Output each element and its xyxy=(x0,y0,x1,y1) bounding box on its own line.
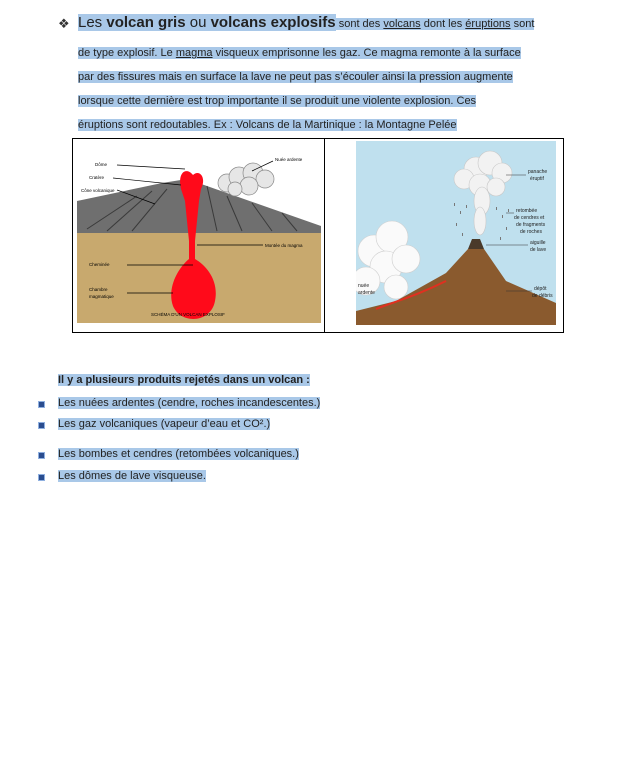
label-panache-2: éruptif xyxy=(530,176,544,182)
label-retombee-2: de cendres et xyxy=(514,215,545,221)
label-retombee-1: retombée xyxy=(516,208,538,214)
label-aiguille-2: de lave xyxy=(530,247,547,253)
label-panache-1: panache xyxy=(528,169,548,175)
label-chambre-1: Chambre xyxy=(89,287,108,292)
list-item: Les gaz volcaniques (vapeur d’eau et CO².) xyxy=(58,418,271,430)
diagram-caption: SCHÉMA D'UN VOLCAN EXPLOSIF xyxy=(151,312,225,317)
label-depot-1: dépôt xyxy=(534,286,547,292)
label-depot-2: de débris xyxy=(532,293,553,299)
link-magma[interactable]: magma xyxy=(175,47,213,59)
volcano-eruption-illustration xyxy=(356,141,556,325)
label-montee: Montée du magma xyxy=(265,243,303,248)
label-dome: Dôme xyxy=(95,162,108,167)
list-item: Les nuées ardentes (cendre, roches incandescentes.) xyxy=(58,397,321,409)
label-nuee-1: nuée xyxy=(358,283,370,289)
label-cone: Cône volcanique xyxy=(81,188,115,193)
heading-text: Les volcan gris ou volcans explosifs xyxy=(78,14,336,31)
list-item: Les bombes et cendres (retombées volcaniques.) xyxy=(58,448,299,460)
label-cheminee: Cheminée xyxy=(89,262,110,267)
paragraph-line-2: par des fissures mais en surface la lave ne peut pas s’écouler ainsi la pression augmente xyxy=(78,71,513,83)
paragraph-line-3: lorsque cette dernière est trop importante il se produit une violente explosion. Ces xyxy=(78,95,477,107)
heading-line xyxy=(78,12,534,35)
diamond-bullet-icon: ❖ xyxy=(58,16,70,31)
square-bullet-icon xyxy=(38,401,45,408)
label-nuee-2: ardente xyxy=(358,290,375,296)
figure-separator xyxy=(324,138,325,332)
link-volcans[interactable]: volcans xyxy=(383,18,421,30)
paragraph-line-4: éruptions sont redoutables. Ex : Volcans de la Martinique : la Montagne Pelée xyxy=(78,119,457,131)
label-retombee-3: de fragments xyxy=(516,222,546,228)
square-bullet-icon xyxy=(38,452,45,459)
label-cratere: Cratère xyxy=(89,175,105,180)
explosive-volcano-diagram xyxy=(77,141,321,323)
products-title: Il y a plusieurs produits rejetés dans un volcan : xyxy=(58,374,310,386)
label-aiguille-1: aiguille xyxy=(530,240,546,246)
label-nuee: Nuée ardente xyxy=(275,157,303,162)
paragraph-line-1: de type explosif. Le magma visqueux emprisonne les gaz. Ce magma remonte à la surface xyxy=(78,47,521,59)
label-retombee-4: de roches xyxy=(520,229,542,235)
square-bullet-icon xyxy=(38,474,45,481)
link-eruptions[interactable]: éruptions xyxy=(465,18,511,30)
list-item: Les dômes de lave visqueuse. xyxy=(58,470,206,482)
heading-continuation: sont des volcans dont les éruptions sont xyxy=(335,18,535,30)
label-chambre-2: magmatique xyxy=(89,294,114,299)
square-bullet-icon xyxy=(38,422,45,429)
